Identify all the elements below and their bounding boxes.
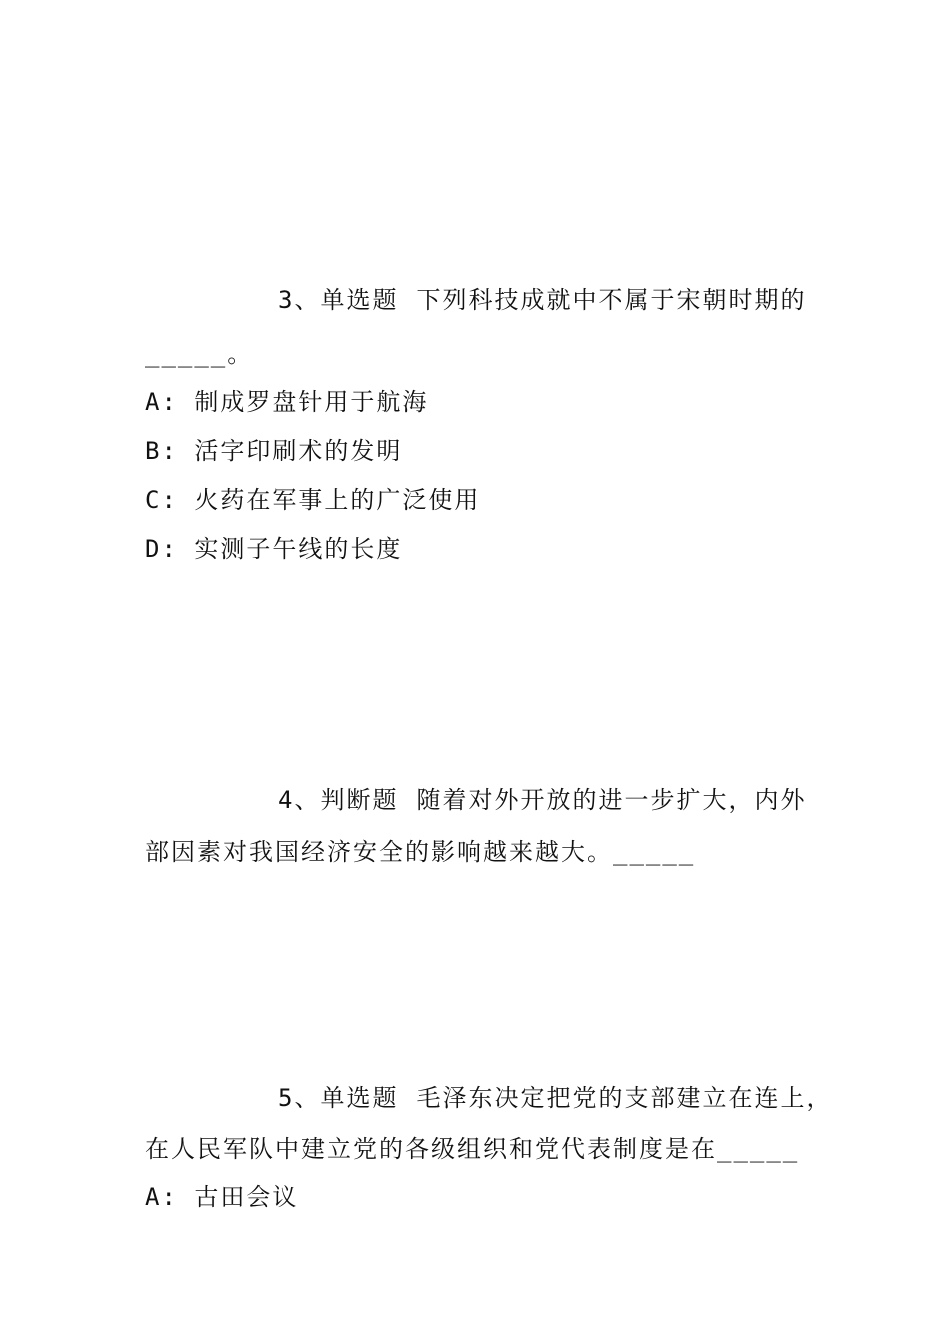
question-5-option-a: A: 古田会议 — [145, 1183, 299, 1211]
question-3-number: 3、 — [278, 286, 321, 314]
question-4-stem — [145, 784, 815, 816]
question-3-option-b: B: 活字印刷术的发明 — [145, 437, 403, 465]
question-3-option-d: D: 实测子午线的长度 — [145, 535, 403, 563]
question-4-number: 4、 — [278, 786, 321, 814]
question-5-stem-line1: 毛泽东决定把党的支部建立在连上， — [416, 1084, 833, 1112]
question-5-type: 单选题 — [320, 1084, 399, 1112]
question-4-stem-line1: 随着对外开放的进一步扩大，内外 — [416, 786, 807, 814]
question-4-stem-line2: 部因素对我国经济安全的影响越来越大。_____ — [145, 838, 696, 866]
question-3-option-a: A: 制成罗盘针用于航海 — [145, 388, 429, 416]
question-4-type: 判断题 — [320, 786, 399, 814]
question-5-stem-line2: 在人民军队中建立党的各级组织和党代表制度是在_____ — [145, 1135, 800, 1163]
question-3-stem-line2: _____。 — [145, 340, 254, 368]
question-3-type: 单选题 — [320, 286, 399, 314]
question-3-option-c: C: 火药在军事上的广泛使用 — [145, 486, 481, 514]
question-5-stem — [145, 1082, 833, 1114]
question-5-number: 5、 — [278, 1084, 321, 1112]
question-3-stem-line1: 下列科技成就中不属于宋朝时期的 — [416, 286, 807, 314]
question-3-stem — [145, 284, 815, 316]
